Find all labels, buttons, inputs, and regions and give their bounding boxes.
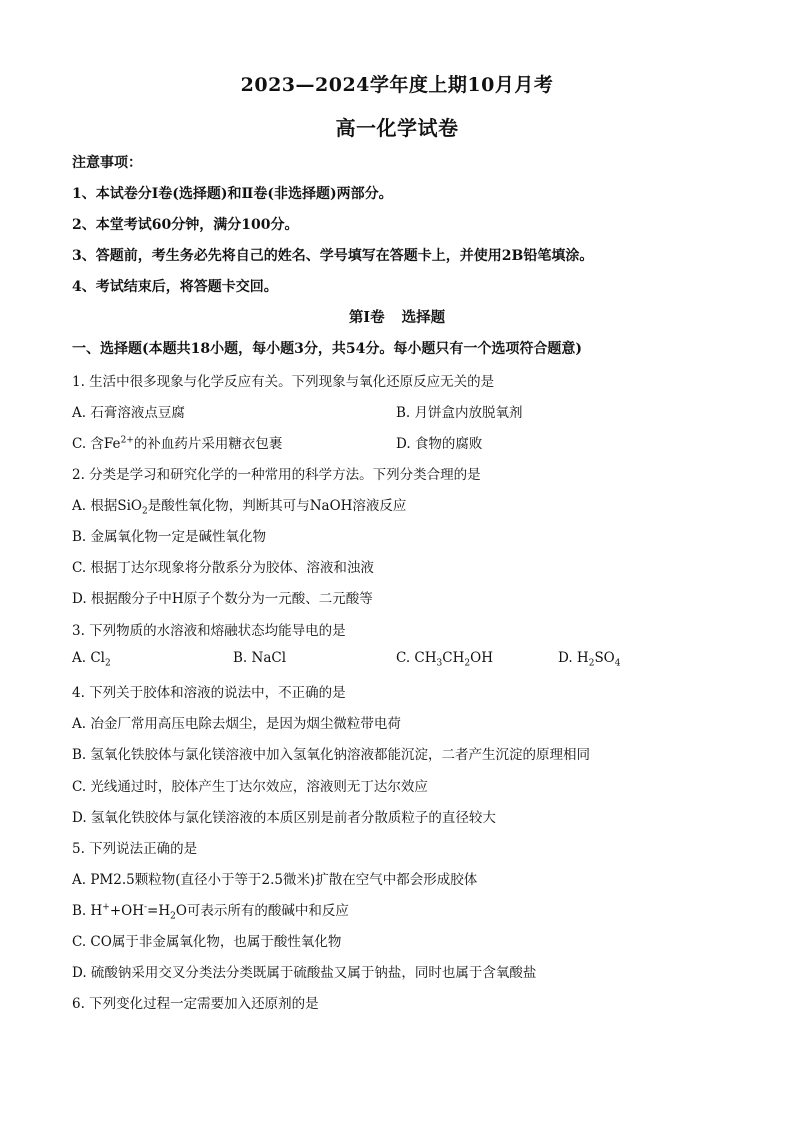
q5-option-b-sup1: + [102,902,110,913]
q3-option-c-text2: CH [442,650,465,666]
q2-option-a-sub: 2 [141,506,148,517]
q4-option-c: C. 光线通过时，胶体产生丁达尔效应，溶液则无丁达尔效应 [72,779,428,795]
q5-option-b-text2: +OH [109,903,144,919]
q5-option-b [72,899,349,922]
q5-option-b-text4: O可表示所有的酸碱中和反应 [175,903,349,919]
q1-option-c [72,432,282,452]
q4-option-b: B. 氢氧化铁胶体与氯化镁溶液中加入氢氧化钠溶液都能沉淀，二者产生沉淀的原理相同 [72,747,591,763]
q1-stem: 1. 生活中很多现象与化学反应有关。下列现象与氧化还原反应无关的是 [72,374,495,390]
q3-option-d-text: D. H [558,650,589,666]
q1-option-c-text: C. 含Fe [72,436,121,452]
q4-option-a: A. 冶金厂常用高压电除去烟尘，是因为烟尘微粒带电荷 [72,716,401,732]
q3-option-d-text2: SO [594,650,615,666]
exam-title: 2023—2024学年度上期10月月考 [240,74,554,96]
q1-option-c-text2: 的补血药片采用糖衣包裹 [133,436,283,452]
q2-option-a [72,494,406,517]
q5-option-b-text3: =H [147,903,171,919]
section-part: 第Ⅰ卷 [348,309,385,326]
section-heading [0,306,794,327]
q2-option-d: D. 根据酸分子中H原子个数分为一元酸、二元酸等 [72,591,373,607]
notice-item-3: 3、答题前，考生务必先将自己的姓名、学号填写在答题卡上，并使用2B铅笔填涂。 [72,248,594,264]
q3-option-c-sub: 3 [436,658,443,669]
notice-item-4: 4、考试结束后，将答题卡交回。 [72,279,278,295]
q3-option-c-text: C. CH [396,650,437,666]
q5-option-c: C. CO属于非金属氧化物，也属于酸性氧化物 [72,934,342,950]
q2-option-a-text2: 是酸性氧化物，判断其可与NaOH溶液反应 [147,498,407,514]
notice-item-2: 2、本堂考试60分钟，满分100分。 [72,217,299,233]
q1-option-d: D. 食物的腐败 [396,436,483,452]
section-name: 选择题 [401,309,446,326]
section-instruction: 一、选择题(本题共18小题，每小题3分，共54分。每小题只有一个选项符合题意) [72,341,582,357]
q3-option-c-text3: OH [470,650,493,666]
q3-option-c-sub2: 2 [464,658,471,669]
q4-stem: 4. 下列关于胶体和溶液的说法中，不正确的是 [72,685,346,701]
q6-stem: 6. 下列变化过程一定需要加入还原剂的是 [72,996,319,1012]
q1-option-b: B. 月饼盒内放脱氧剂 [396,405,523,421]
q5-option-b-text: B. H [72,903,103,919]
q2-stem: 2. 分类是学习和研究化学的一种常用的科学方法。下列分类合理的是 [72,467,481,483]
q5-option-b-sub: 2 [170,911,176,922]
q4-option-d: D. 氢氧化铁胶体与氯化镁溶液的本质区别是前者分散质粒子的直径较大 [72,810,496,826]
exam-subtitle: 高一化学试卷 [335,116,459,140]
q2-option-a-text: A. 根据SiO [72,498,142,514]
q2-option-b: B. 金属氧化物一定是碱性氧化物 [72,529,267,545]
q3-option-d-sub2: 4 [614,658,621,669]
q1-option-a: A. 石膏溶液点豆腐 [72,405,185,421]
q3-option-a [72,650,111,669]
q3-option-c [396,650,493,669]
q3-option-a-sub: 2 [104,658,111,669]
q3-option-d [558,650,621,669]
q5-option-a: A. PM2.5颗粒物(直径小于等于2.5微米)扩散在空气中都会形成胶体 [72,872,478,888]
q5-option-d: D. 硫酸钠采用交叉分类法分类既属于硫酸盐又属于钠盐，同时也属于含氧酸盐 [72,965,537,981]
q5-stem: 5. 下列说法正确的是 [72,841,198,857]
notice-heading: 注意事项： [72,155,142,171]
q2-option-c: C. 根据丁达尔现象将分散系分为胶体、溶液和浊液 [72,560,374,576]
q1-option-c-sup: 2+ [120,435,134,446]
q3-option-b: B. NaCl [233,650,287,666]
q3-stem: 3. 下列物质的水溶液和熔融状态均能导电的是 [72,623,346,639]
q3-option-a-text: A. Cl [72,650,105,666]
q5-option-b-sup2: - [143,902,148,913]
q3-option-d-sub: 2 [588,658,595,669]
notice-item-1: 1、本试卷分Ⅰ卷(选择题)和Ⅱ卷(非选择题)两部分。 [72,186,393,202]
